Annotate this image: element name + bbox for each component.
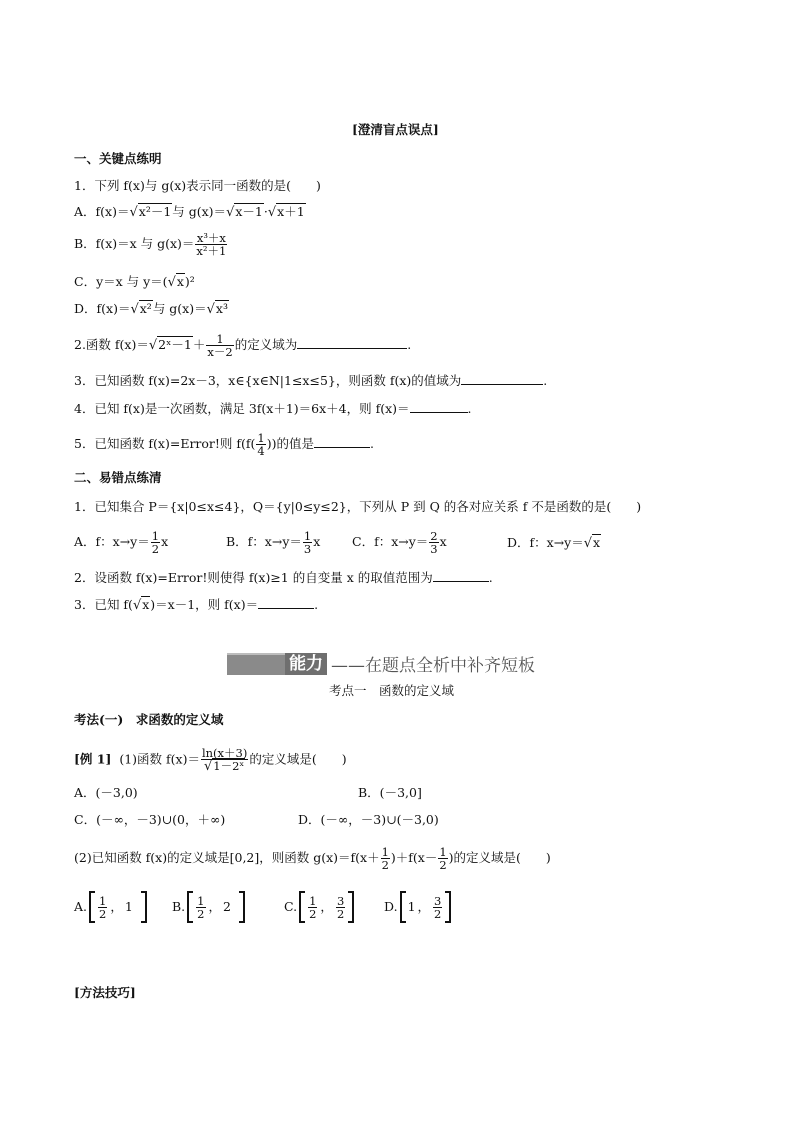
q2: 2.函数 f(x)＝√2ˣ－1＋ $\frac{1}{x-2}$ 的定义域为 .: [74, 332, 412, 359]
sec2-title: 二、易错点练清: [74, 470, 162, 485]
banner-label: 能力: [285, 653, 327, 675]
ex1-p2-option-d: D. 1 ， $\frac{3}{2}$: [384, 891, 451, 923]
q1-option-d: D．f(x)＝√x²与 g(x)＝√x³: [74, 301, 228, 317]
q1-option-c: C．y＝x 与 y＝(√x)²: [74, 274, 195, 290]
answer-blank: [258, 597, 314, 609]
q3: 3．已知函数 f(x)=2x－3，x∈{x∈N|1≤x≤5}，则函数 f(x)的值域为 .: [74, 373, 548, 388]
ex1-p2-option-a: A. $\frac{1}{2}$ ， 1: [74, 891, 147, 923]
q1-option-a: A．f(x)＝√x²－1与 g(x)＝√x－1·√x＋1: [74, 204, 305, 220]
example1-part2: (2)已知函数 f(x)的定义域是[0,2]，则函数 g(x)＝f(x＋ $\frac{1}{2}$ )＋f(x－ $\frac{1}{2}$ )的定义域是( ): [74, 845, 551, 872]
s2-q1-stem: 1．已知集合 P＝{x|0≤x≤4}，Q＝{y|0≤y≤2}，下列从 P 到 Q 的各对应关系 f 不是函数的是( ): [74, 499, 642, 514]
s2-q2: 2．设函数 f(x)=Error!则使得 f(x)≥1 的自变量 x 的取值范围为 .: [74, 570, 493, 585]
q1-stem: 1．下列 f(x)与 g(x)表示同一函数的是( ): [74, 178, 321, 193]
example1-part1: [例 1] (1)函数 f(x)＝ $\frac{\ln(x+3)}{\text{√1－2ˣ}}$ 的定义域是( ): [74, 746, 347, 774]
q4: 4．已知 f(x)是一次函数，满足 3f(x＋1)＝6x＋4，则 f(x)＝ .: [74, 401, 472, 416]
banner-bar: [227, 653, 285, 675]
ex1-option-c: C．(－∞，－3)∪(0，＋∞): [74, 812, 226, 827]
method-title: [方法技巧]: [74, 985, 136, 1000]
ex1-option-b: B．(－3,0]: [358, 785, 422, 800]
s2-q1-option-d: D．f：x→y＝√x: [507, 535, 601, 551]
answer-blank: [433, 570, 489, 582]
ex1-option-d: D．(－∞，－3)∪(－3,0): [298, 812, 439, 827]
s2-q1-option-a: A．f：x→y＝ $\frac{1}{2}$ x: [74, 529, 169, 556]
ex1-p2-option-b: B. $\frac{1}{2}$ ， 2: [172, 891, 245, 923]
q5: 5．已知函数 f(x)=Error!则 f(f( $\frac{1}{4}$ ))的值是 .: [74, 431, 374, 458]
kaofa-title: 考法(一) 求函数的定义域: [74, 712, 224, 727]
kaodian-title: 考点一 函数的定义域: [329, 683, 455, 698]
section-header: [澄清盲点误点]: [352, 122, 439, 137]
answer-blank: [410, 401, 468, 413]
s2-q3: 3．已知 f(√x)＝x－1，则 f(x)＝ .: [74, 597, 319, 613]
answer-blank: [314, 436, 370, 448]
s2-q1-option-b: B．f：x→y＝ $\frac{1}{3}$ x: [226, 529, 321, 556]
ex1-option-a: A．(－3,0): [74, 785, 138, 800]
sec1-title: 一、关键点练明: [74, 151, 162, 166]
ability-banner: [227, 651, 535, 676]
banner-text: ——在题点全析中补齐短板: [331, 656, 535, 676]
ex1-p2-option-c: C. $\frac{1}{2}$ ， $\frac{3}{2}$: [284, 891, 354, 923]
answer-blank: [297, 337, 407, 349]
s2-q1-option-c: C．f：x→y＝ $\frac{2}{3}$ x: [352, 529, 447, 556]
q1-option-b: B．f(x)＝x 与 g(x)＝ $\frac{\text{x³＋x}}{\text{x²＋1}}$: [74, 231, 227, 258]
answer-blank: [461, 373, 543, 385]
